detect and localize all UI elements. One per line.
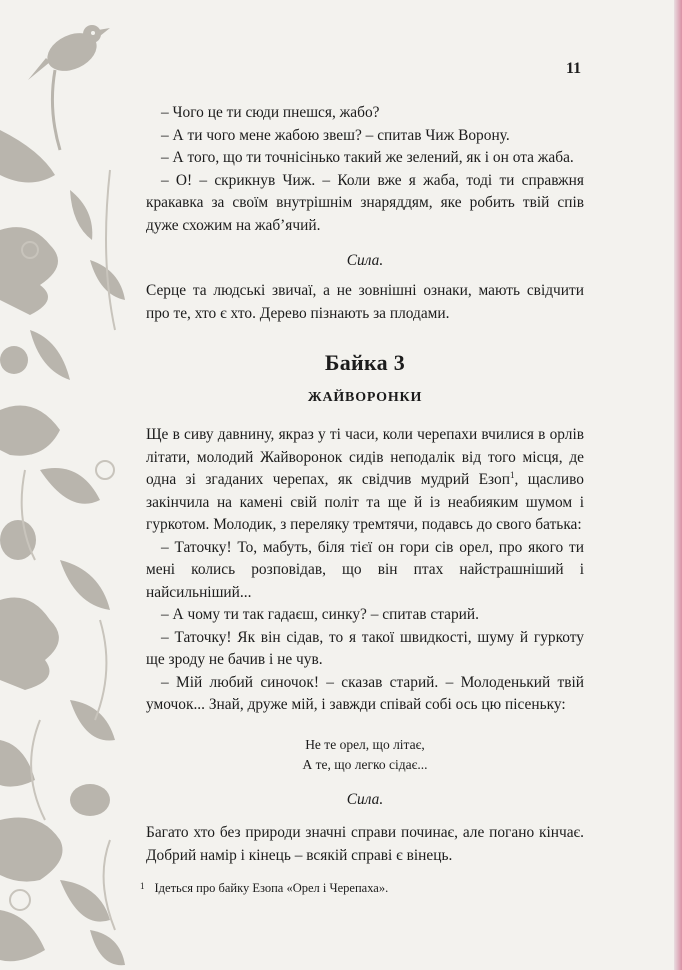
dialogue-line: – А того, що ти точнісінько такий же зелений, як і он ота жаба.	[161, 149, 574, 166]
intro-paragraph: Ще в сиву давнину, якраз у ті часи, коли черепахи вчилися в орлів літати, молодий Жайворонок сидів неподалік від того місця, де одна зі згаданих черепах, як свідчив мудрий Езоп$^1$, щасливо закінчила на камені свій політ та ще й із неабияким шумом і гуркотом. Молодик, з переляку тремтячи, подавсь до свого батька:	[146, 426, 584, 533]
moral-label: Сила.	[346, 791, 384, 808]
dialogue-line: – Мій любий синочок! – сказав старий. – Молоденький твій умочок... Знай, друже мій, і завжди співай собі ось цю пісеньку:	[146, 673, 584, 713]
moral-label: Сила.	[346, 252, 384, 269]
fable-title: Байка 3	[324, 350, 406, 375]
branch-icon	[106, 170, 115, 330]
fable-body	[146, 424, 584, 717]
moral-text: Серце та людські звичаї, а не зовнішні ознаки, мають свідчити про те, хто є хто. Дерево пізнають за плодами.	[146, 282, 584, 322]
footnote-mark: 1	[140, 881, 145, 891]
bird-icon	[28, 25, 110, 80]
page-number: 11	[566, 60, 582, 77]
dialogue-line: – А ти чого мене жабою звеш? – спитав Чиж Ворону.	[161, 126, 510, 144]
oak-leaf-icon	[0, 227, 58, 315]
oak-leaf-icon	[0, 598, 59, 691]
footnote-ref[interactable]: 1	[509, 469, 515, 480]
dialogue-line: – Чого це ти сюди пнешся, жабо?	[161, 104, 380, 121]
page-edge	[674, 0, 682, 970]
footnote	[140, 881, 388, 896]
dialogue-block-1	[146, 102, 584, 237]
fable-subtitle: ЖАЙВОРОНКИ	[307, 390, 423, 405]
dialogue-line: – Таточку! Як він сідав, то я такої швидкості, шуму й гуркоту ще зроду не бачив і не чув.	[146, 628, 584, 668]
poem	[146, 735, 584, 775]
footnote-text: Ідеться про байку Езопа «Орел і Черепаха».	[154, 881, 389, 895]
dialogue-line: – А чому ти так гадаєш, синку? – спитав старий.	[161, 606, 480, 623]
leaf-icon	[0, 130, 55, 183]
moral-text: Багато хто без природи значні справи починає, але погано кінчає. Добрий намір і кінець – всякій справі є вінець.	[146, 824, 584, 864]
dialogue-line: – О! – скрикнув Чиж. – Коли вже я жаба, тоді ти справжня кракавка за своїм внутрішнім знаряддям, яке робить твій спів дуже схожим на жаб’ячий.	[146, 171, 584, 234]
poem-line: А те, що легко сідає...	[302, 757, 428, 772]
poem-line: Не те орел, що літає,	[305, 737, 425, 752]
floral-ornament	[0, 0, 130, 970]
leaf-icon	[70, 190, 92, 240]
dialogue-line: – Таточку! То, мабуть, біля тієї он гори сів орел, про якого ти мені колись розповідав, що він птах найстрашніший і найсильніший...	[146, 538, 584, 601]
